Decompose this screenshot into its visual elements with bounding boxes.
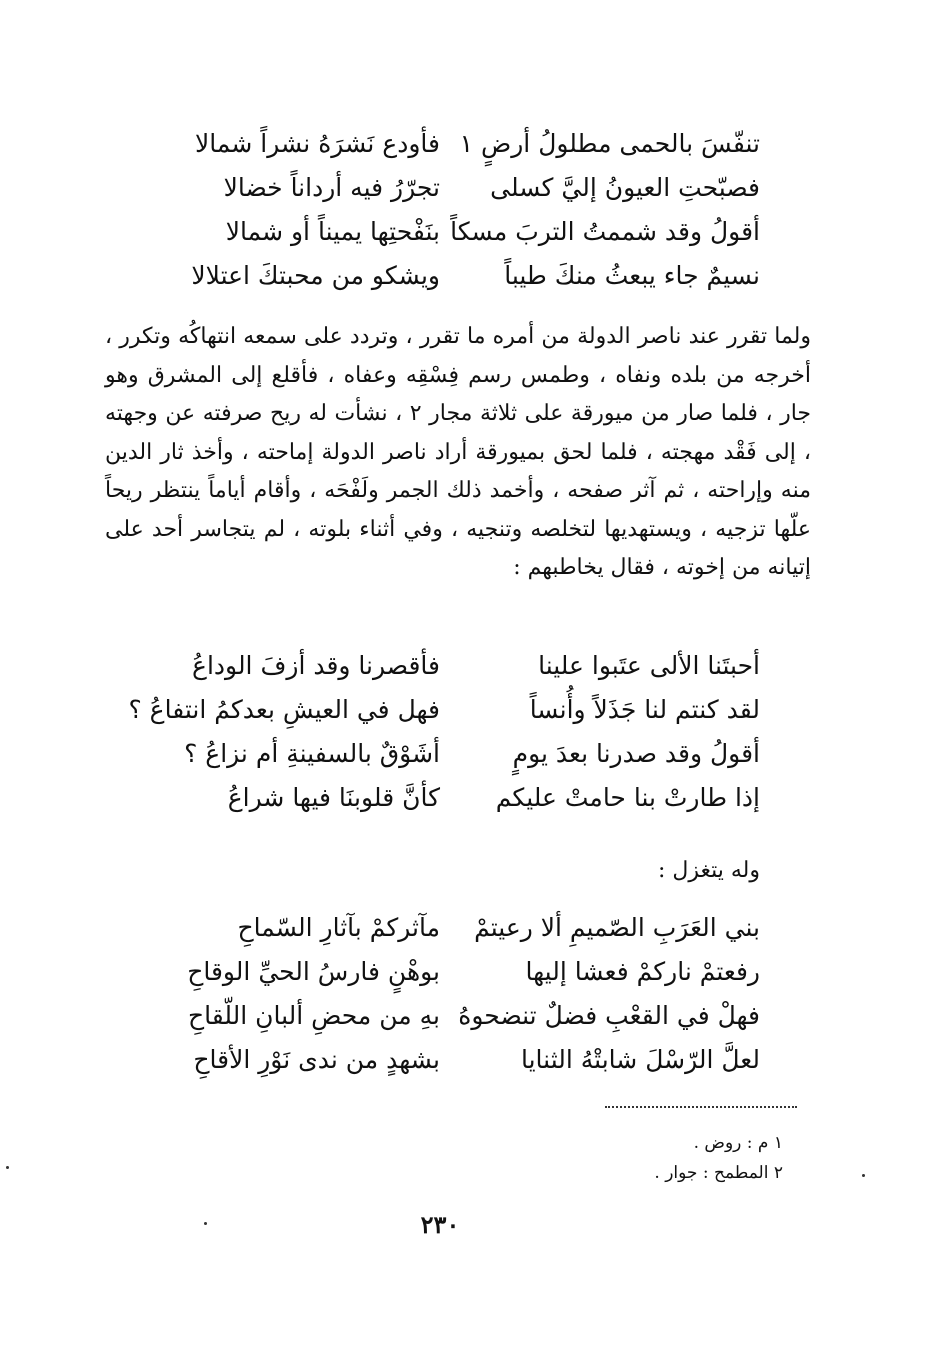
verse-first-hemistich: فهلْ في القعْبِ فضلٌ تنضحوهُ: [458, 1001, 760, 1030]
verse-second-hemistich: بهِ من محضِ ألبانِ اللّقاحِ: [187, 1001, 440, 1030]
verse-second-hemistich: بشهدٍ من ندى نَوْرِ الأقاحِ: [193, 1045, 440, 1074]
prose-paragraph: ولما تقرر عند ناصر الدولة من أمره ما تقرر ، وتردد على سمعه انتهاكُه وتكرر ، أخرجه من بلده ونفاه ، وطمس رسم فِسْقِه وعفاه ، فأقلع إلى المشرق وهو جار ، فلما صار من ميورقة على ثلاثة مجار ٢ ، نشأت له ريح صرفته عن وجهته ، إلى فَقْد مهجته ، فلما لحق بميورقة أراد ناصر الدولة إماحته ، وأخذ ثار الدين منه وإراحته ، ثم آثر صفحه ، وأخمد ذلك الجمر ولَفْحَه ، وأقام أياماً ينتظر ريحاً علّها تزجيه ، ويستهديها لتخلصه وتنجيه ، وفي أثناء بلوته ، لم يتجاسر أحد على إتيانه من إخوته ، فقال يخاطبهم :: [105, 324, 811, 580]
verse-line: [150, 1038, 760, 1082]
verse-first-hemistich: تنفّسَ بالحمى مطلولُ أرضٍ ١: [459, 129, 760, 158]
verse-second-hemistich: كأنَّ قلوبنَا فيها شراعُ: [227, 783, 440, 812]
verse-second-hemistich: بنَفْحتِها يميناً أو شمالا: [225, 217, 440, 246]
verse-line: [150, 122, 760, 166]
verse-second-hemistich: أشَوْقٌ بالسفينةِ أم نزاعُ ؟: [184, 739, 440, 768]
scan-speck: [862, 1174, 865, 1177]
verse-line: [150, 906, 760, 950]
verse-line: [150, 994, 760, 1038]
poem-block-2: [128, 644, 760, 820]
verse-line: [150, 732, 760, 776]
verse-first-hemistich: رفعتمْ ناركمْ فعشا إليها: [525, 957, 760, 986]
footnote-separator: [605, 1106, 797, 1108]
verse-second-hemistich: ويشكو من محبتكَ اعتلالا: [191, 261, 440, 290]
verse-line: [150, 776, 760, 820]
page-number: ٢٣٠: [420, 1210, 460, 1239]
verse-first-hemistich: بني العَرَبِ الصّميمِ ألا رعيتمْ: [474, 913, 760, 942]
verse-first-hemistich: لقد كنتم لنا جَذَلاً وأُنساً: [529, 695, 760, 724]
poem-block-3: [150, 906, 760, 1082]
verse-first-hemistich: إذا طارتْ بنا حامتْ عليكم: [495, 783, 760, 812]
verse-second-hemistich: فأقصرنا وقد أزفَ الوداعُ: [192, 651, 440, 680]
verse-first-hemistich: أقولُ وقد صدرنا بعدَ يومٍ: [512, 739, 760, 768]
verse-line: [128, 688, 760, 732]
verse-second-hemistich: تجرّرُ فيه أرداناً خضالا: [223, 173, 440, 202]
scan-speck: [6, 1166, 9, 1169]
verse-line: [150, 166, 760, 210]
poem-block-1: [150, 122, 760, 298]
scan-speck: [204, 1222, 207, 1225]
verse-line: [150, 254, 760, 298]
verse-line: [150, 210, 760, 254]
verse-first-hemistich: أقولُ وقد شممتُ التربَ مسكاً: [450, 217, 760, 246]
verse-first-hemistich: نسيمٌ جاء يبعثُ منكَ طيباً: [504, 261, 760, 290]
verse-first-hemistich: لعلَّ الرّسْلَ شابتْهُ الثنايا: [520, 1045, 760, 1074]
verse-second-hemistich: بوهْنٍ فارسُ الحيِّ الوقاحِ: [187, 957, 440, 986]
footnote-1: ١ م : روض .: [693, 1133, 783, 1153]
verse-line: [150, 950, 760, 994]
poem-intro: وله يتغزل :: [657, 858, 760, 883]
verse-first-hemistich: أحبتَنا الألى عتَبوا علينا: [538, 651, 760, 680]
verse-line: [150, 644, 760, 688]
footnote-2: ٢ المطمح : جوار .: [654, 1163, 783, 1183]
footnotes: [560, 1128, 783, 1188]
verse-second-hemistich: فهل في العيشِ بعدكمُ انتفاعُ ؟: [128, 695, 440, 724]
verse-first-hemistich: فصبّحتِ العيونُ إليَّ كسلى: [490, 173, 760, 202]
verse-second-hemistich: مآثركمْ بآثارِ السّماحِ: [237, 913, 440, 942]
verse-second-hemistich: فأودع نَشرَهُ نشراً شمالا: [195, 129, 440, 158]
